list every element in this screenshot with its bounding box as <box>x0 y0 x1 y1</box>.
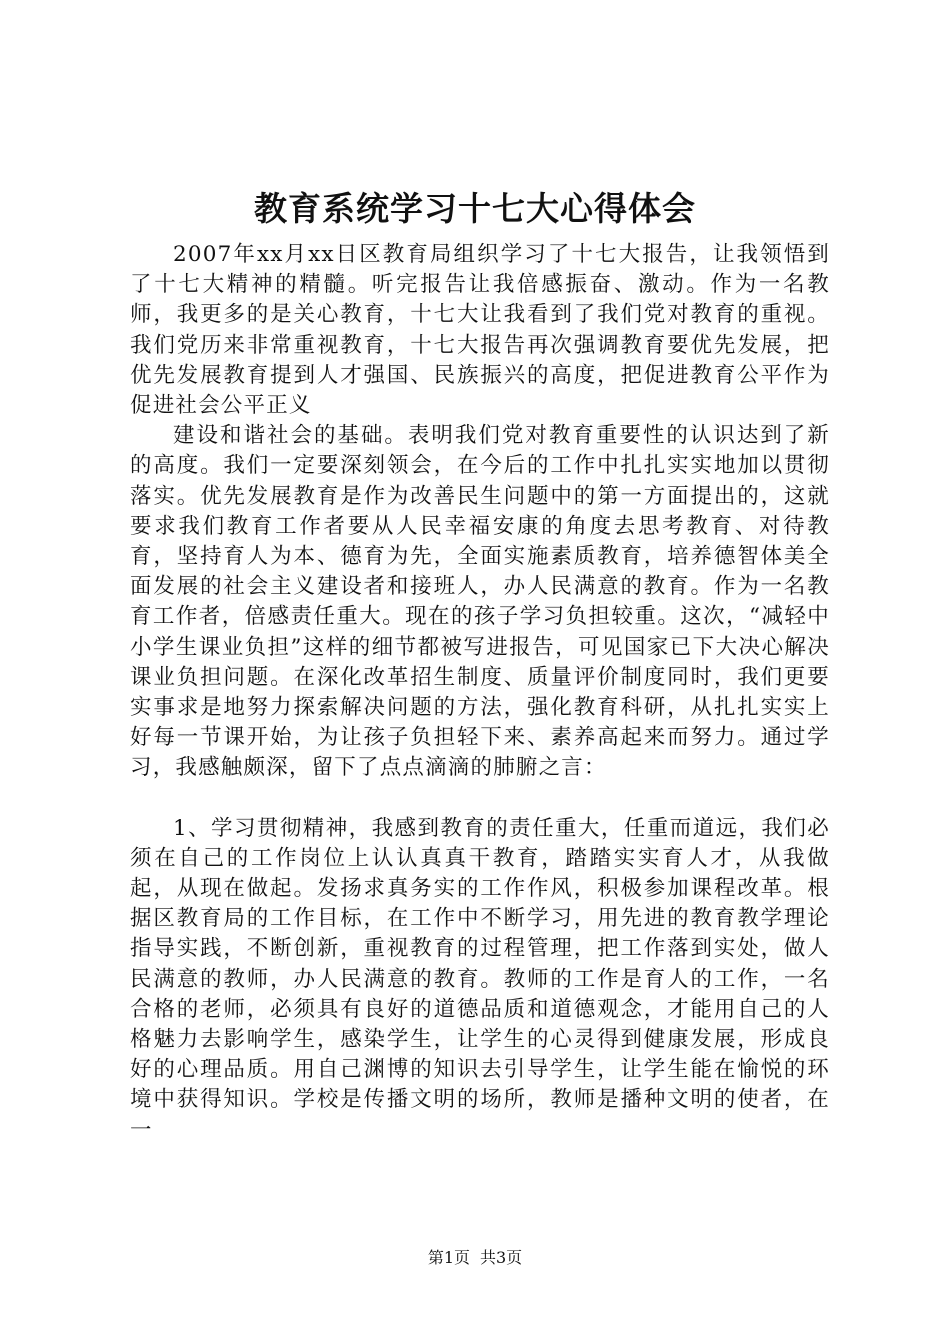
paragraph-intro: 2007年xx月xx日区教育局组织学习了十七大报告，让我领悟到了十七大精神的精髓。听完报告让我倍感振奋、激动。作为一名教师，我更多的是关心教育，十七大让我看到了我们党对教育的重视。我们党历来非常重视教育，十七大报告再次强调教育要优先发展，把优先发展教育提到人才强国、民族振兴的高度，把促进教育公平作为促进社会公平正义 <box>130 242 830 419</box>
page-number: 第1页 <box>427 1248 470 1267</box>
page-total: 共3页 <box>480 1248 523 1267</box>
document-title: 教育系统学习十七大心得体会 <box>254 189 696 228</box>
paragraph-point-1: 1、学习贯彻精神，我感到教育的责任重大，任重而道远，我们必须在自己的工作岗位上认认真真干教育，踏踏实实育人才，从我做起，从现在做起。发扬求真务实的工作作风，积极参加课程改革。根据区教育局的工作目标，在工作中不断学习，用先进的教育教学理论指导实践，不断创新，重视教育的过程管理，把工作落到实处，做人民满意的教师，办人民满意的教育。教师的工作是育人的工作，一名合格的老师，必须具有良好的道德品质和道德观念，才能用自己的人格魅力去影响学生，感染学生，让学生的心灵得到健康发展，形成良好的心理品质。用自己渊博的知识去引导学生，让学生能在愉悦的环境中获得知识。学校是传播文明的场所，教师是播种文明的使者，在一 <box>130 815 830 1143</box>
document-body <box>130 240 830 1146</box>
paragraph-continuation: 建设和谐社会的基础。表明我们党对教育重要性的认识达到了新的高度。我们一定要深刻领会，在今后的工作中扎扎实实地加以贯彻落实。优先发展教育是作为改善民生问题中的第一方面提出的，这就要求我们教育工作者要从人民幸福安康的角度去思考教育、对待教育，坚持育人为本、德育为先，全面实施素质教育，培养德智体美全面发展的社会主义建设者和接班人，办人民满意的教育。作为一名教育工作者，倍感责任重大。现在的孩子学习负担较重。这次，“减轻中小学生课业负担”这样的细节都被写进报告，可见国家已下大决心解决课业负担问题。在深化改革招生制度、质量评价制度同时，我们更要实事求是地努力探索解决问题的方法，强化教育科研，从扎扎实实上好每一节课开始，为让孩子负担轻下来、素养高起来而努力。通过学习，我感触颇深，留下了点点滴滴的肺腑之言： <box>130 423 830 781</box>
page-footer <box>0 1247 950 1269</box>
